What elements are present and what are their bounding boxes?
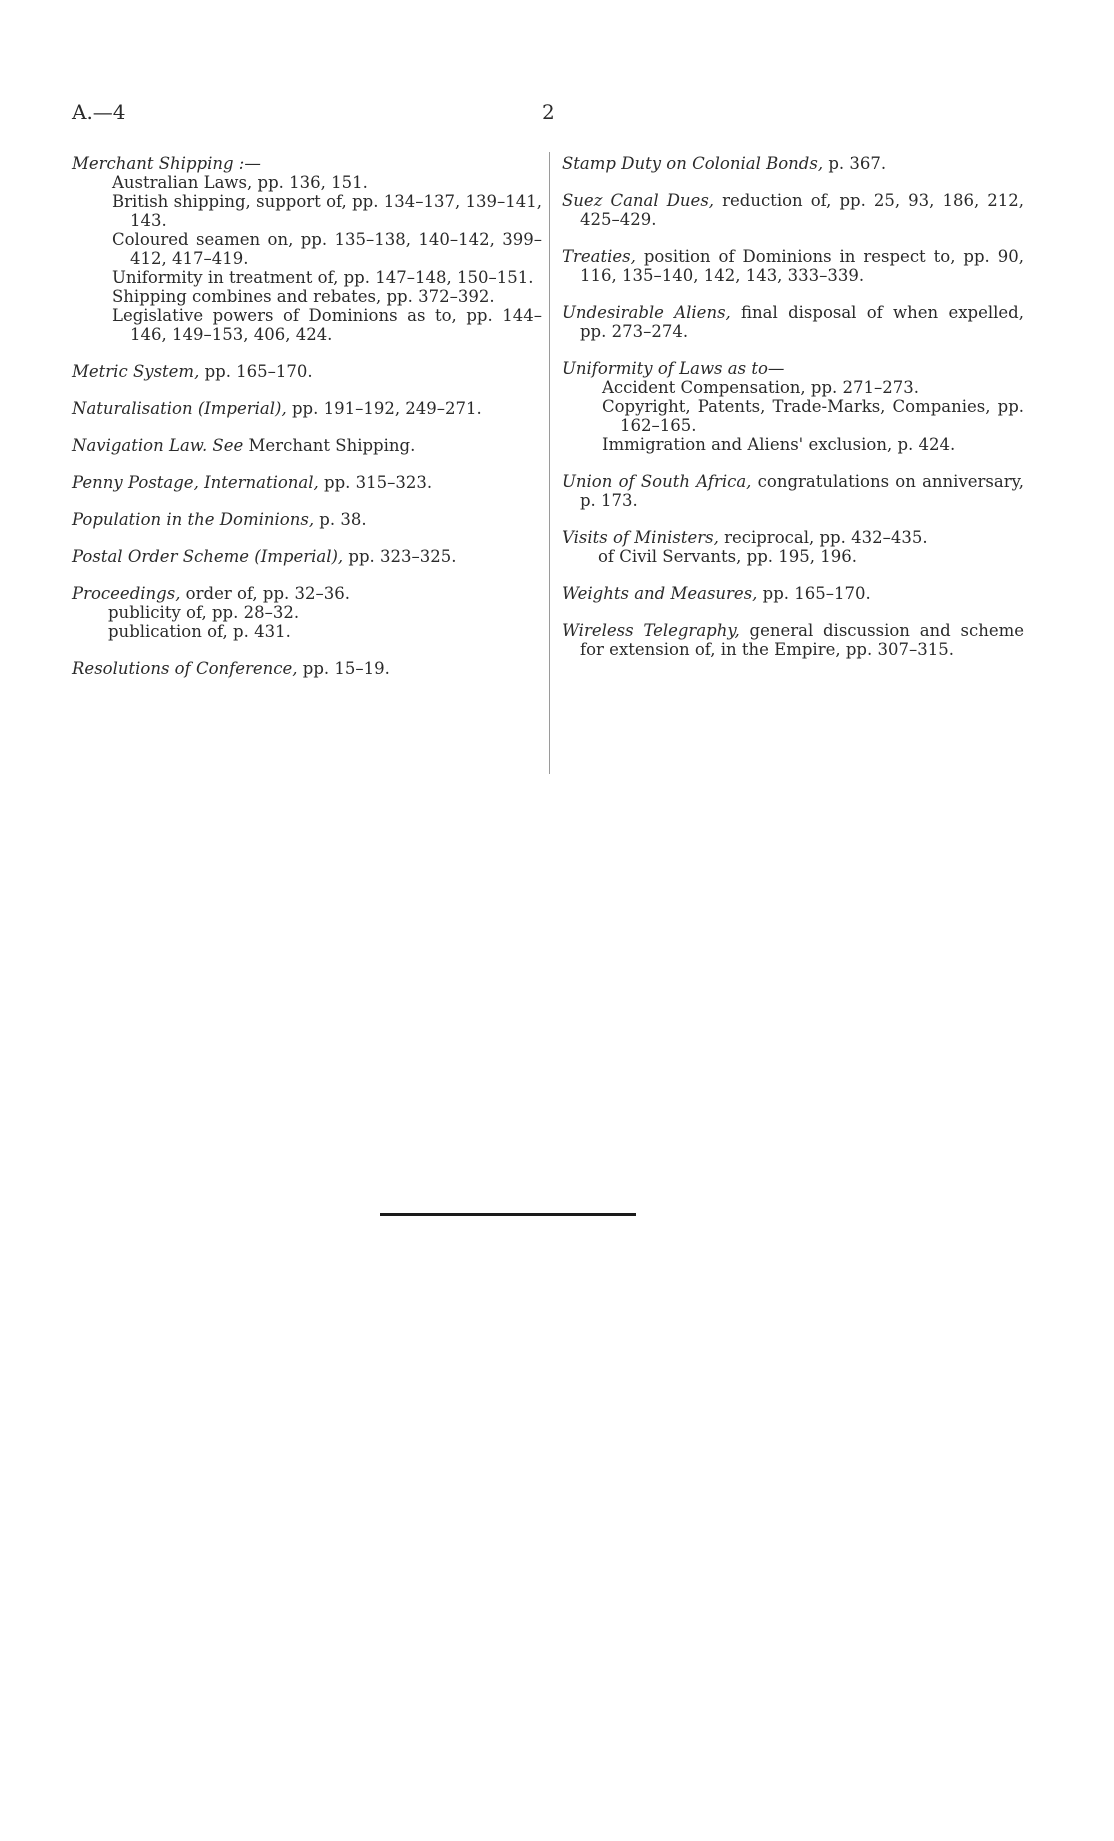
- entry-line: [72, 584, 542, 603]
- entry-reference: p. 38.: [314, 510, 367, 529]
- entry-heading: Metric System,: [72, 362, 200, 381]
- entry-line: [562, 621, 1024, 659]
- entry-line: [72, 399, 542, 418]
- sub-entry-list: [72, 173, 542, 344]
- entry-heading: Merchant Shipping :—: [72, 154, 261, 173]
- entry-line: [72, 154, 542, 173]
- sub-entry: Legislative powers of Dominions as to, pp. 144–146, 149–153, 406, 424.: [112, 306, 542, 344]
- end-rule: [380, 1213, 636, 1216]
- entry-reference: pp. 165–170.: [199, 362, 313, 381]
- entry-line: [72, 362, 542, 381]
- entry-heading: Visits of Ministers,: [562, 528, 719, 547]
- entry-reference: final disposal of when expelled, pp. 273–274.: [580, 303, 1024, 341]
- entry-heading: Stamp Duty on Colonial Bonds,: [562, 154, 824, 173]
- entry-reference: Merchant Shipping.: [243, 436, 416, 455]
- sub-entry: British shipping, support of, pp. 134–137, 139–141, 143.: [112, 192, 542, 230]
- column-divider: [549, 152, 550, 774]
- index-entry: [562, 303, 1024, 341]
- entry-heading: Population in the Dominions,: [72, 510, 315, 529]
- sub-entry-list: [72, 603, 542, 641]
- index-entry: [72, 399, 542, 418]
- index-entry: [72, 362, 542, 381]
- entry-heading: Union of South Africa,: [562, 472, 752, 491]
- entry-heading: Suez Canal Dues,: [562, 191, 715, 210]
- entry-reference: order of, pp. 32–36.: [180, 584, 351, 603]
- page-header: [72, 100, 1072, 130]
- page-id: A.—4: [72, 100, 126, 124]
- entry-line: [562, 359, 1024, 378]
- entry-heading: Undesirable Aliens,: [562, 303, 731, 322]
- sub-entry: Immigration and Aliens' exclusion, p. 424.: [602, 435, 956, 454]
- entry-heading: Naturalisation (Imperial),: [72, 399, 287, 418]
- entry-line: [562, 584, 1024, 603]
- sub-entry: Australian Laws, pp. 136, 151.: [112, 173, 368, 192]
- sub-entry: Accident Compensation, pp. 271–273.: [602, 378, 920, 397]
- entry-heading: Wireless Telegraphy,: [562, 621, 740, 640]
- index-column-right: [562, 154, 1024, 677]
- index-entry: [562, 584, 1024, 603]
- index-entry: [72, 584, 542, 641]
- entry-heading: Treaties,: [562, 247, 636, 266]
- entry-heading: Penny Postage, International,: [72, 473, 319, 492]
- entry-reference: pp. 323–325.: [343, 547, 457, 566]
- entry-line: [562, 303, 1024, 341]
- entry-heading: Weights and Measures,: [562, 584, 758, 603]
- index-entry: [72, 154, 542, 344]
- entry-heading: Uniformity of Laws as to—: [562, 359, 785, 378]
- index-entry: [562, 154, 1024, 173]
- entry-reference: position of Dominions in respect to, pp. 90, 116, 135–140, 142, 143, 333–339.: [580, 247, 1024, 285]
- entry-reference: reduction of, pp. 25, 93, 186, 212, 425–429.: [580, 191, 1024, 229]
- index-entry: [72, 473, 542, 492]
- sub-entry-list: [562, 547, 1024, 566]
- sub-entry: Coloured seamen on, pp. 135–138, 140–142, 399–412, 417–419.: [112, 230, 542, 268]
- entry-heading: Resolutions of Conference,: [72, 659, 298, 678]
- index-entry: [562, 621, 1024, 659]
- entry-line: [72, 659, 542, 678]
- index-entry: [72, 659, 542, 678]
- sub-entry: Shipping combines and rebates, pp. 372–392.: [112, 287, 495, 306]
- sub-entry-list: [562, 378, 1024, 454]
- index-entry: [562, 472, 1024, 510]
- sub-entry: of Civil Servants, pp. 195, 196.: [598, 547, 857, 566]
- index-entry: [562, 528, 1024, 566]
- entry-line: [562, 247, 1024, 285]
- index-entry: [72, 510, 542, 529]
- entry-line: [562, 191, 1024, 229]
- index-entry: [562, 191, 1024, 229]
- index-entry: [562, 359, 1024, 454]
- sub-entry: Copyright, Patents, Trade-Marks, Companies, pp. 162–165.: [602, 397, 1024, 435]
- index-entry: [72, 547, 542, 566]
- entry-reference: pp. 315–323.: [318, 473, 433, 492]
- sub-entry: publicity of, pp. 28–32.: [108, 603, 300, 622]
- entry-reference: pp. 191–192, 249–271.: [286, 399, 482, 418]
- entry-line: [72, 436, 542, 455]
- sub-entry: Uniformity in treatment of, pp. 147–148, 150–151.: [112, 268, 534, 287]
- sub-entry: publication of, p. 431.: [108, 622, 291, 641]
- entry-reference: pp. 15–19.: [297, 659, 390, 678]
- entry-heading: Postal Order Scheme (Imperial),: [72, 547, 344, 566]
- index-entry: [562, 247, 1024, 285]
- index-entry: [72, 436, 542, 455]
- entry-heading: Navigation Law. See: [72, 436, 244, 455]
- entry-heading: Proceedings,: [72, 584, 181, 603]
- entry-reference: general discussion and scheme for extension of, in the Empire, pp. 307–315.: [580, 621, 1025, 659]
- entry-reference: pp. 165–170.: [757, 584, 871, 603]
- entry-reference: reciprocal, pp. 432–435.: [718, 528, 928, 547]
- entry-line: [562, 472, 1024, 510]
- index-column-left: [72, 154, 542, 696]
- entry-line: [72, 473, 542, 492]
- entry-line: [562, 154, 1024, 173]
- entry-line: [72, 547, 542, 566]
- entry-reference: congratulations on anniversary, p. 173.: [580, 472, 1024, 510]
- page-number: 2: [542, 100, 555, 124]
- entry-line: [562, 528, 1024, 547]
- entry-reference: p. 367.: [823, 154, 887, 173]
- entry-line: [72, 510, 542, 529]
